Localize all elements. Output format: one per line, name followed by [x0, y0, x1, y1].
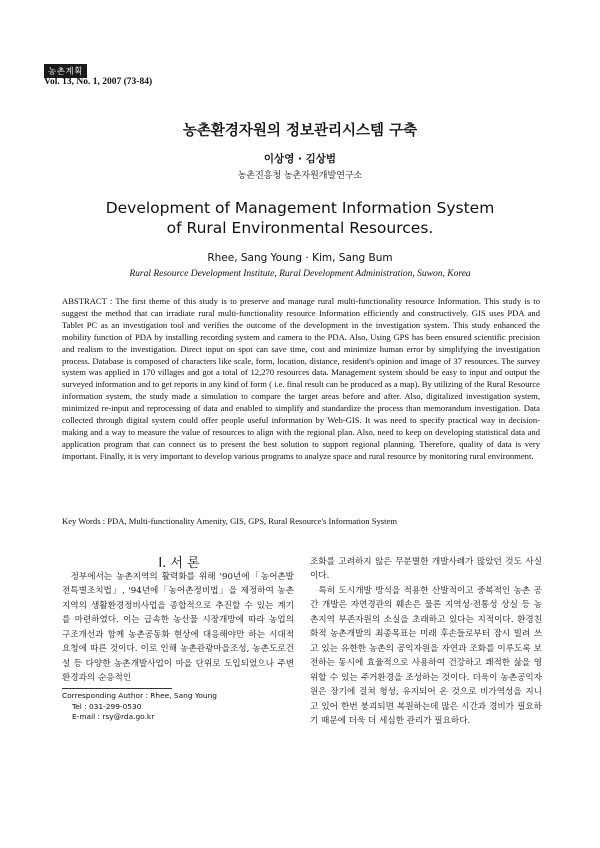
affiliation-english: Rural Resource Development Institute, Rural Development Administration, Suwon, Korea [129, 269, 471, 279]
footnote-divider [62, 688, 172, 689]
keywords: Key Words : PDA, Multi-functionality Amenity, GIS, GPS, Rural Resource's Information System [62, 516, 398, 526]
footnote-author: Corresponding Author : Rhee, Sang Young [62, 691, 217, 700]
body-column-left [62, 570, 294, 686]
title-english-line2: of Rural Environmental Resources. [166, 219, 434, 237]
title-korean: 농촌환경자원의 정보관리시스템 구축 [182, 123, 418, 139]
journal-volume-info: Vol. 13, No. 1, 2007 (73-84) [44, 77, 153, 87]
section-heading-introduction: Ⅰ. 서 론 [158, 556, 200, 571]
authors-english: Rhee, Sang Young · Kim, Sang Bum [207, 252, 393, 264]
body-paragraph: 정부에서는 농촌지역의 활력화를 위해 '90년에「농어촌발전특별조치법」, '94년에「농어촌정비법」을 제정하여 농촌지역의 생활환경정비사업을 종합적으로 추진할 수 있는 계기를 마련하였다. 이는 급속한 농산물 시장개방에 따라 농업의 구조개선과 함께 농촌공동화 현상에 대응해야만 하는 시대적 요청에 따른 것이다. 이로 인해 농촌관광마을조성, 농촌도로건설 등 다양한 농촌개발사업이 마을 단위로 도입되었으나 주변 환경과의 순응적인 [62, 572, 294, 684]
title-english [0, 198, 600, 238]
title-english-line1: Development of Management Information System [105, 199, 495, 217]
abstract: ABSTRACT : The first theme of this study is to preserve and manage rural multi-functionality resource Information. This study is to suggest the method that can irradiate rural multi-functionality resource Information efficiently and constructively. GIS uses PDA and Tablet PC as an investigation tool and verifies the outcome of the development in the investigation system. This study enhanced the mobility function of PDA by installing recording system and camera to the PDA. Also, Using GPS has been ensured scientific precision and realism to the investigation. Direct input on spot can save time, cost and minimize human error by simplifying the investigation process. Database is composed of characters like scale, form, location, distance, resident's opinion and image of 37 resources. The survey system was applied in 170 villages and got a total of 12,270 resources data. Management system should be easy to input and output the surveyed information and to get reports in any kind of form ( i.e. final result can be produced as a map). By utilizing of the Rural Resource information system, the study made a simulation to compare the target areas before and after. Also, digitalized investigation system, minimized re-input and reprocessing of data and enabled to simplify and standardize the process than memorandum investigation. Data collected through digital system could offer people useful information by Web-GIS. It was need to specify practical way in decision-making and a way to measure the value of resources to align with the regional plan. Also, need to keep on developing statistical data and application program that can connect us to present the best solution to support regional planning. Therefore, quality of data is very important. Finally, it is very important to develop various programs to analyze space and rural resource by monitoring rural environment. [62, 296, 540, 461]
footnote-email: E-mail : rsy@rda.go.kr [72, 712, 155, 721]
authors-korean: 이상영 · 김상범 [263, 153, 337, 165]
affiliation-korean: 농촌진흥청 농촌자원개발연구소 [237, 171, 363, 181]
footnote-corresponding-author [62, 691, 294, 723]
body-paragraph: 특히 도시개발 방식을 적용한 산발적이고 중복적인 농촌 공간 개발은 자연경관의 훼손은 물론 지역성·전통성 상실 등 농촌지역 부존자원의 소실을 초래하고 있다는 지적이다. 환경친화적 농촌개발의 최종목표는 미래 후손들로부터 잠시 빌려 쓰고 있는 유한한 농촌의 공익자원을 자연과 조화를 이루도록 보전하는 동시에 효율적으로 사용하여 건강하고 쾌적한 삶을 영위할 수 있는 주거환경을 조성하는 것이다. 더욱이 농촌공익자원은 장기에 걸쳐 형성, 유지되어 온 것으로 비가역성을 지니고 있어 한번 붕괴되면 복원하는데 많은 시간과 경비가 필요하기 때문에 더욱 더 세심한 관리가 필요하다. [310, 585, 542, 726]
body-paragraph: 조화를 고려하지 않은 무분별한 개발사례가 많았던 것도 사실이다. [310, 557, 542, 582]
body-column-right [310, 555, 542, 728]
journal-name-badge: 농촌계획 [44, 64, 87, 78]
footnote-tel: Tel : 031-299-0530 [72, 701, 142, 711]
